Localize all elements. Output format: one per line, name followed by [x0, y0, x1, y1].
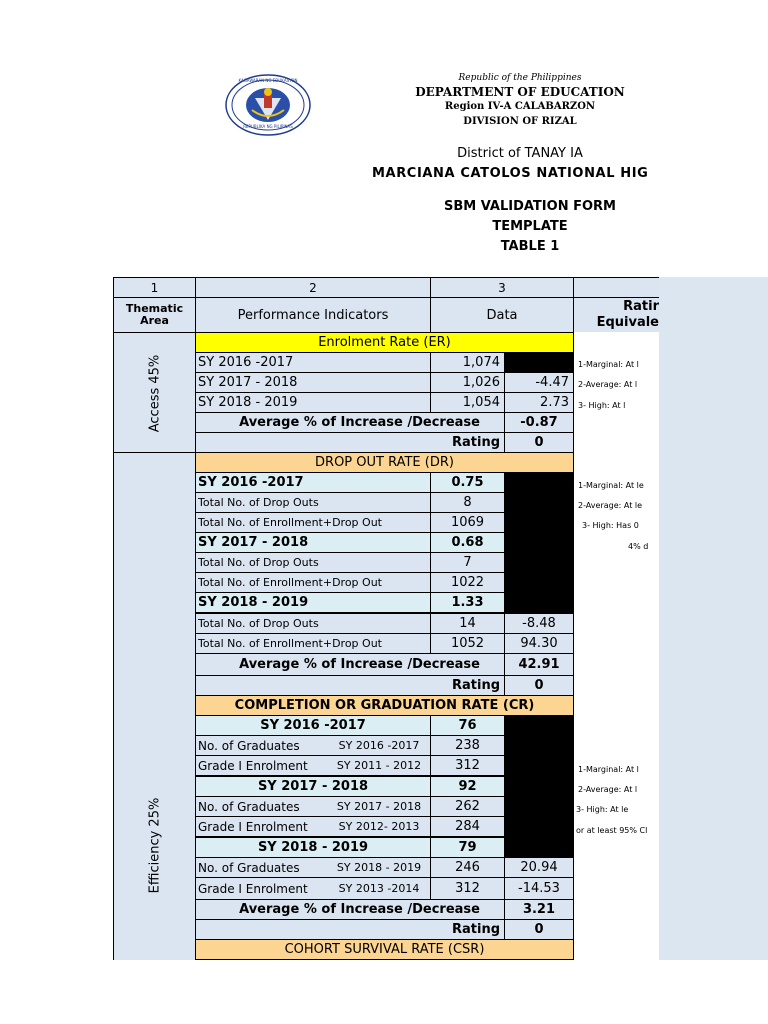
er-row-1-value: 1,074 — [430, 352, 505, 373]
dr-note-2: 2-Average: At le — [578, 501, 643, 510]
cr-sy2-enrolment-value: 284 — [430, 816, 505, 837]
cr-sy3-graduates-sy: SY 2018 - 2019 — [328, 857, 431, 878]
cr-sy2-label: SY 2017 - 2018 — [195, 776, 431, 797]
er-rating-value: 0 — [504, 432, 574, 453]
dr-sy2-enrollment-label: Total No. of Enrollment+Drop Out — [195, 572, 431, 593]
dr-sy1-label: SY 2016 -2017 — [195, 472, 431, 493]
data-header: Data — [430, 297, 574, 333]
department-title: DEPARTMENT OF EDUCATION — [415, 85, 625, 99]
template-text: TEMPLATE — [492, 219, 568, 234]
er-equivalent-cell — [573, 332, 659, 453]
dr-sy2-dropouts-label: Total No. of Drop Outs — [195, 552, 431, 573]
er-row-2-pct: -4.47 — [504, 372, 574, 393]
er-row-1-label: SY 2016 -2017 — [195, 352, 431, 373]
dr-note-4: 4% d — [628, 542, 649, 551]
dr-sy3-enrollment-pct: 94.30 — [504, 633, 574, 654]
dr-sy3-dropouts-pct: -8.48 — [504, 613, 574, 634]
col-number-1: 1 — [113, 277, 196, 298]
er-note-2: 2-Average: At l — [578, 380, 638, 389]
dr-sy1-enrollment-label: Total No. of Enrollment+Drop Out — [195, 512, 431, 533]
cr-average-label: Average % of Increase /Decrease — [195, 899, 505, 920]
cr-note-3: 3- High: At le — [576, 805, 629, 814]
cr-sy1-graduates-label: No. of Graduates — [195, 735, 329, 756]
efficiency-area-label: Efficiency 25% — [147, 797, 163, 894]
cr-sy2-enrolment-sy: SY 2012- 2013 — [328, 816, 431, 837]
cr-black-block — [504, 715, 574, 858]
dr-sy2-value: 0.68 — [430, 532, 505, 553]
dr-sy3-value: 1.33 — [430, 592, 505, 613]
cr-sy3-enrolment-label: Grade I Enrolment — [195, 877, 329, 900]
dr-sy3-dropouts-value: 14 — [430, 613, 505, 634]
cr-sy3-enrolment-value: 312 — [430, 877, 505, 900]
cr-sy3-graduates-value: 246 — [430, 857, 505, 878]
er-row-3-pct: 2.73 — [504, 392, 574, 413]
completion-rate-title: COMPLETION OR GRADUATION RATE (CR) — [195, 695, 574, 716]
district-text: District of TANAY IA — [457, 146, 583, 161]
dr-sy3-dropouts-label: Total No. of Drop Outs — [195, 613, 431, 634]
er-note-3: 3- High: At l — [578, 401, 626, 410]
er-row-1-pct — [504, 352, 574, 373]
dr-sy3-enrollment-value: 1052 — [430, 633, 505, 654]
dr-sy1-dropouts-value: 8 — [430, 492, 505, 513]
cr-sy1-graduates-value: 238 — [430, 735, 505, 756]
access-area-label: Access 45% — [147, 354, 163, 433]
cr-sy3-graduates-label: No. of Graduates — [195, 857, 329, 878]
cr-sy3-value: 79 — [430, 837, 505, 858]
er-row-2-value: 1,026 — [430, 372, 505, 393]
dr-average-label: Average % of Increase /Decrease — [195, 653, 505, 676]
er-note-1: 1-Marginal: At l — [578, 360, 639, 369]
er-row-3-label: SY 2018 - 2019 — [195, 392, 431, 413]
dr-note-1: 1-Marginal: At le — [578, 481, 644, 490]
cr-sy1-enrolment-sy: SY 2011 - 2012 — [328, 755, 431, 776]
cr-average-value: 3.21 — [504, 899, 574, 920]
table-label: TABLE 1 — [500, 239, 560, 254]
enrolment-rate-title: Enrolment Rate (ER) — [195, 332, 574, 353]
cr-sy2-graduates-label: No. of Graduates — [195, 796, 329, 817]
republic-text: Republic of the Philippines — [458, 73, 582, 83]
dr-sy1-enrollment-value: 1069 — [430, 512, 505, 533]
dropout-rate-title: DROP OUT RATE (DR) — [195, 452, 574, 473]
cr-rating-value: 0 — [504, 919, 574, 940]
cr-sy2-enrolment-label: Grade I Enrolment — [195, 816, 329, 837]
school-name: MARCIANA CATOLOS NATIONAL HIG — [372, 166, 649, 181]
er-row-3-value: 1,054 — [430, 392, 505, 413]
cr-sy1-enrolment-value: 312 — [430, 755, 505, 776]
er-average-value: -0.87 — [504, 412, 574, 433]
performance-indicators-header: Performance Indicators — [195, 297, 431, 333]
er-average-label: Average % of Increase /Decrease — [195, 412, 505, 433]
dr-sy2-enrollment-value: 1022 — [430, 572, 505, 593]
dr-sy1-value: 0.75 — [430, 472, 505, 493]
dr-sy3-label: SY 2018 - 2019 — [195, 592, 431, 613]
cr-sy1-enrolment-label: Grade I Enrolment — [195, 755, 329, 776]
cr-sy3-graduates-pct: 20.94 — [504, 857, 574, 878]
dr-note-3: 3- High: Has 0 — [582, 521, 639, 530]
col-number-3: 3 — [430, 277, 574, 298]
rating-equivalent-header: Ratir Equivale — [573, 297, 659, 333]
cr-sy2-value: 92 — [430, 776, 505, 797]
form-title: SBM VALIDATION FORM — [444, 199, 616, 214]
region-text: Region IV-A CALABARZON — [444, 101, 596, 112]
cr-sy1-label: SY 2016 -2017 — [195, 715, 431, 736]
cr-rating-label: Rating — [195, 919, 505, 940]
er-row-2-label: SY 2017 - 2018 — [195, 372, 431, 393]
cohort-survival-title: COHORT SURVIVAL RATE (CSR) — [195, 939, 574, 960]
seal-top-text: KAGAWARAN NG EDUKASYON — [238, 78, 298, 83]
cr-sy1-graduates-sy: SY 2016 -2017 — [328, 735, 431, 756]
right-panel — [658, 277, 768, 960]
cr-sy1-value: 76 — [430, 715, 505, 736]
er-rating-label: Rating — [195, 432, 505, 453]
cr-sy3-enrolment-pct: -14.53 — [504, 877, 574, 900]
cr-sy3-label: SY 2018 - 2019 — [195, 837, 431, 858]
cr-note-2: 2-Average: At l — [578, 785, 638, 794]
col-number-4 — [573, 277, 659, 298]
cr-note-4: or at least 95% Cl — [576, 826, 648, 835]
dr-sy2-label: SY 2017 - 2018 — [195, 532, 431, 553]
dr-rating-label: Rating — [195, 675, 505, 696]
dr-black-block — [504, 472, 574, 614]
cr-sy2-graduates-sy: SY 2017 - 2018 — [328, 796, 431, 817]
division-text: DIVISION OF RIZAL — [463, 116, 577, 127]
dr-rating-value: 0 — [504, 675, 574, 696]
dr-sy2-dropouts-value: 7 — [430, 552, 505, 573]
seal-bottom-text: REPUBLIKA NG PILIPINAS — [243, 124, 293, 129]
col-number-2: 2 — [195, 277, 431, 298]
thematic-area-header: Thematic Area — [113, 297, 196, 333]
dr-sy3-enrollment-label: Total No. of Enrollment+Drop Out — [195, 633, 431, 654]
cr-sy2-graduates-value: 262 — [430, 796, 505, 817]
dr-average-value: 42.91 — [504, 653, 574, 676]
cr-note-1: 1-Marginal: At l — [578, 765, 639, 774]
cr-sy3-enrolment-sy: SY 2013 -2014 — [328, 877, 431, 900]
dr-sy1-dropouts-label: Total No. of Drop Outs — [195, 492, 431, 513]
